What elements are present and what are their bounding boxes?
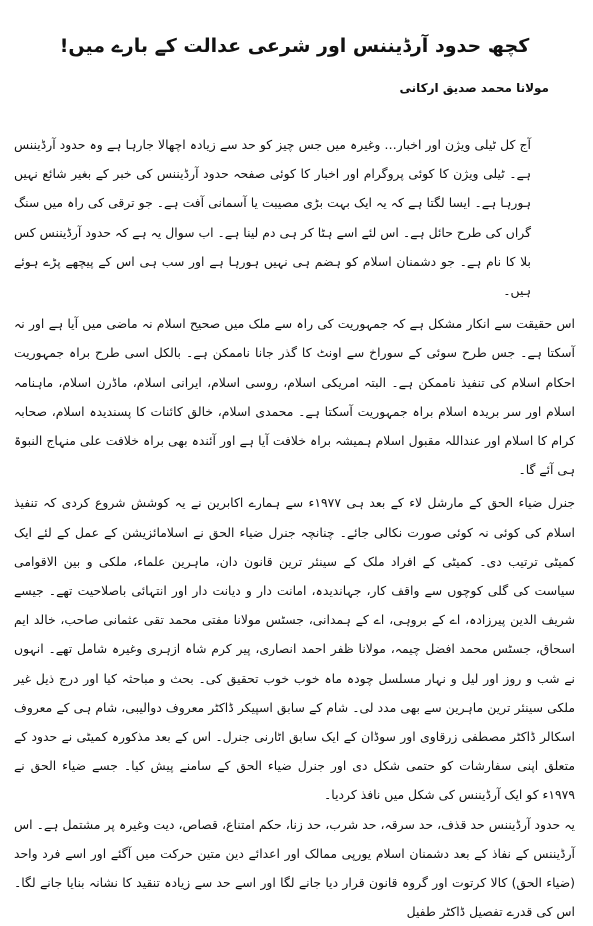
paragraph: اس حقیقت سے انکار مشکل ہے کہ جمہوریت کی راہ سے ملک میں صحیح اسلام نہ ماضی میں آیا ہے اور نہ آسکتا ہے۔ جس طرح سوئی کے سوراخ سے اونٹ کا گذر جانا ناممکن ہے۔ بالکل اسی طرح براہ جمہوریت احکام اسلام کی تنفیذ ناممکن ہے۔ البتہ امریکی اسلام، روسی اسلام، ایرانی اسلام، ماڈرن اسلام، ماہنامہ اسلام اور سر بریدہ اسلام براہ جمہوریت آسکتا ہے۔ محمدی اسلام، خالق کائنات کا پسندیدہ اسلام، صحابہ کرام کا اسلام اور عنداللہ مقبول اسلام ہمیشہ براہ خلافت آیا ہے اور آئندہ بھی براہ خلافت علی منہاج النبوۃ ہی آئے گا۔ <box>14 316 575 478</box>
paragraph: آج کل ٹیلی ویژن اور اخبار… وغیرہ میں جس چیز کو حد سے زیادہ اچھالا جارہا ہے وہ حدود آرڈیننس ہے۔ ٹیلی ویژن کا کوئی پروگرام اور اخبار کا کوئی صفحہ حدود آرڈیننس کی خبر کے بغیر شائع نہیں ہورہا ہے۔ ایسا لگتا ہے کہ یہ ایک بہت بڑی مصیبت یا آسمانی آفت ہے۔ جو ترقی کی راہ میں سنگ گراں کی طرح حائل ہے۔ اس لئے اسے ہٹا کر ہی دم لینا ہے۔ اب سوال یہ ہے کہ حدود آرڈیننس کس بلا کا نام ہے۔ جو دشمنان اسلام کو ہضم ہی نہیں ہورہا ہے اور سب ہی اس کے پیچھے پڑے ہوئے ہیں۔ <box>14 137 531 299</box>
paragraph: جنرل ضیاء الحق کے مارشل لاء کے بعد ہی ۱۹۷۷ء سے ہمارے اکابرین نے یہ کوشش شروع کردی کہ تنفیذ اسلام کی کوئی نہ کوئی صورت نکالی جائے۔ چنانچہ جنرل ضیاء الحق نے اسلامائزیشن کے عمل کے لئے ایک کمیٹی ترتیب دی۔ کمیٹی کے افراد ملک کے سینئر ترین قانون دان، ماہرین علماء، ملکی و بین الاقوامی سیاست کی گلی کوچوں سے واقف کار، جہاندیدہ، امانت دار و دیانت دار اور انتہائی باصلاحیت تھے۔ جیسے شریف الدین پیرزادہ، اے کے بروہی، اے کے ہمدانی، جسٹس مولانا مفتی محمد تقی عثمانی صاحب، خالد ایم اسحاق، جسٹس محمد افضل چیمہ، مولانا ظفر احمد انصاری، پیر کرم شاہ ازہری وغیرہ شامل تھے۔ انہوں نے شب و روز اور لیل و نہار مسلسل چودہ ماہ خوب خوب تحقیق کی۔ بحث و مباحثہ کیا اور درج ذیل غیر ملکی سینئر ترین ماہرین سے بھی مدد لی۔ شام کے سابق اسپیکر ڈاکٹر معروف دوالیبی، شام ہی کے معروف اسکالر ڈاکٹر مصطفی زرقاوی اور سوڈان کے ایک سابق اٹارنی جنرل۔ اس کے بعد مذکورہ کمیٹی نے حدود کے متعلق اپنی سفارشات کو حتمی شکل دی اور جنرل ضیاء الحق کے سامنے پیش کیا۔ جسے ضیاء الحق نے ۱۹۷۹ء کو ایک آرڈیننس کی شکل میں نافذ کردیا۔ <box>14 495 575 803</box>
paragraph: یہ حدود آرڈیننس حد قذف، حد سرقہ، حد شرب، حد زنا، حکم امتناع، قصاص، دیت وغیرہ پر مشتمل ہے۔ اس آرڈیننس کے نفاذ کے بعد دشمنان اسلام یورپی ممالک اور اعدائے دین متین حرکت میں آگئے اور اسے فرد واحد (ضیاء الحق) کالا کرتوت اور گروہ قانون قرار دیا جانے لگا اور اسے حد سے زیادہ تنقید کا نشانہ بنایا جانے لگا۔ اس کی قدرے تفصیل ڈاکٹر طفیل <box>14 816 575 920</box>
article-title: کچھ حدود آرڈیننس اور شرعی عدالت کے بارے میں! <box>59 35 530 57</box>
author-name: مولانا محمد صدیق ارکانی <box>399 81 549 95</box>
